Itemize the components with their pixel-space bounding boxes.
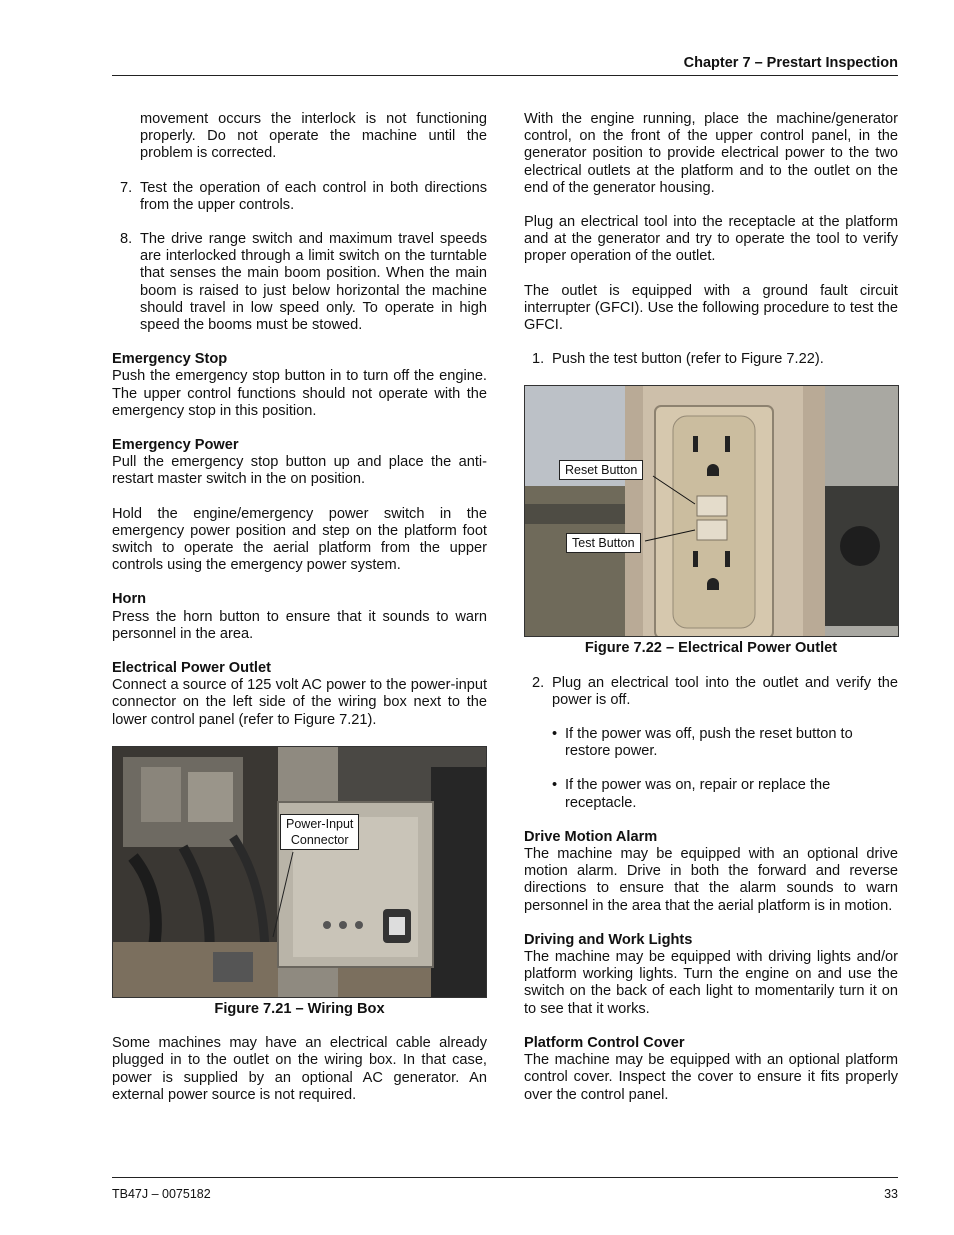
section-text: The machine may be equipped with an optional drive motion alarm. Drive in both the forward and reverse directions to ensure that the alarm sounds to warn personnel in the area that the aerial platform is in motion. <box>524 846 898 914</box>
outlet-photo <box>525 386 899 637</box>
section-text: Connect a source of 125 volt AC power to the power-input connector on the left side of the wiring box next to the lower control panel (refer to Figure 7.21). <box>112 677 487 728</box>
section-heading: Electrical Power Outlet <box>112 660 271 677</box>
step-number: 2. <box>532 674 545 691</box>
chapter-title: Chapter 7 – Prestart Inspection <box>683 55 898 71</box>
platform-control-cover-section <box>524 1035 898 1104</box>
after-figure-text: Some machines may have an electrical cable already plugged in to the outlet on the wiring box. In that case, power is supplied by an optional AC generator. An external power source is not required. <box>112 1035 487 1103</box>
section-text: Pull the emergency stop button up and place the anti-restart master switch in the on position. <box>112 454 487 488</box>
generator-text-1: With the engine running, place the machine/generator control, on the front of the upper control panel, in the generator position to provide electrical power to the two electrical outlets at the platform and to the outlet on the end of the generator housing. <box>524 111 898 196</box>
section-text: Push the emergency stop button in to turn off the engine. The upper control functions should not operate with the emergency stop in this position. <box>112 368 487 419</box>
bullet-text: If the power was on, repair or replace the receptacle. <box>565 777 831 811</box>
step-8 <box>112 231 487 334</box>
section-text: Hold the engine/emergency power switch in the emergency power position and step on the platform foot switch to operate the aerial platform from the upper controls using the emergency power system. <box>112 505 487 574</box>
power-input-connector-callout: Power-Input Connector <box>280 814 359 850</box>
driving-work-lights-section <box>524 932 898 1018</box>
section-heading: Emergency Stop <box>112 351 228 368</box>
page-footer <box>112 1177 898 1201</box>
figure-7-21-wiring-box-photo <box>112 746 487 998</box>
test-button-callout: Test Button <box>566 533 641 553</box>
section-heading: Emergency Power <box>112 437 239 454</box>
bullet-item <box>552 726 898 760</box>
drive-motion-alarm-section <box>524 829 898 915</box>
page-header <box>112 54 898 76</box>
figure-7-22-caption: Figure 7.22 – Electrical Power Outlet <box>584 640 838 657</box>
left-column <box>112 111 487 1121</box>
document-id: TB47J – 0075182 <box>112 1187 211 1201</box>
step-text: Plug an electrical tool into the outlet and verify the power is off. <box>552 674 898 708</box>
generator-text-3: The outlet is equipped with a ground fault circuit interrupter (GFCI). Use the following procedure to test the GFCI. <box>524 282 898 334</box>
section-text: Press the horn button to ensure that it sounds to warn personnel in the area. <box>112 608 487 642</box>
right-column <box>524 111 898 1121</box>
figure-7-22-outlet-photo <box>524 385 899 637</box>
bullet-text: If the power was off, push the reset button to restore power. <box>565 726 853 760</box>
step-number: 1. <box>532 351 545 368</box>
section-heading: Horn <box>112 591 147 608</box>
generator-text-2: Plug an electrical tool into the receptacle at the platform and at the generator and try to operate the tool to verify proper operation of the outlet. <box>524 214 898 265</box>
bullet-glyph: • <box>552 777 558 794</box>
step-text: Push the test button (refer to Figure 7.22). <box>552 351 824 368</box>
step-text: Test the operation of each control in both directions from the upper controls. <box>140 179 487 213</box>
step-7 <box>112 180 487 214</box>
reset-button-callout: Reset Button <box>559 460 643 480</box>
step-number: 7. <box>120 179 133 196</box>
power-outlet-section <box>112 660 487 729</box>
continued-paragraph: movement occurs the interlock is not functioning properly. Do not operate the machine until the problem is corrected. <box>140 111 487 162</box>
step-text: The drive range switch and maximum travel speeds are interlocked through a limit switch on the turntable that senses the main boom position. When the main boom is raised to just below horizontal the machine should travel in low speed only. To operate in high speed the booms must be stowed. <box>140 231 487 334</box>
step-1 <box>524 351 898 368</box>
section-heading: Platform Control Cover <box>524 1034 685 1051</box>
page-number: 33 <box>884 1187 898 1201</box>
bullet-glyph: • <box>552 726 558 743</box>
wiring-box-photo <box>113 747 487 998</box>
figure-7-21-caption: Figure 7.21 – Wiring Box <box>214 1000 385 1017</box>
section-heading: Drive Motion Alarm <box>524 828 658 845</box>
emergency-power-section <box>112 437 487 489</box>
emergency-stop-section <box>112 351 487 420</box>
section-heading: Driving and Work Lights <box>524 931 693 948</box>
section-text: The machine may be equipped with driving lights and/or platform working lights. Turn the engine on and use the switch on the back of each light to momentarily turn it on to see that it works. <box>524 949 898 1017</box>
bullet-item <box>552 777 898 811</box>
horn-section <box>112 591 487 643</box>
step-2 <box>524 675 898 709</box>
step-number: 8. <box>120 231 133 248</box>
section-text: The machine may be equipped with an optional platform control cover. Inspect the cover to ensure it fits properly over the control panel. <box>524 1052 898 1103</box>
